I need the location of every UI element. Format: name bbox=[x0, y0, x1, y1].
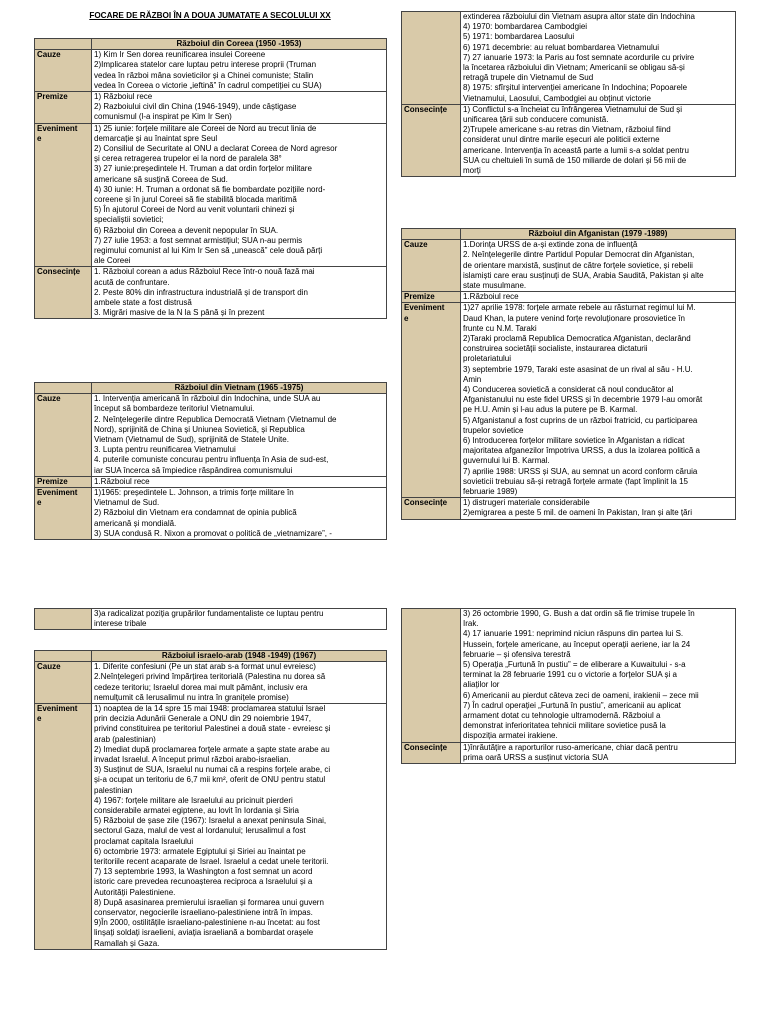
israeli-arab-war-table bbox=[34, 650, 387, 950]
text-line: coreene și în jurul Coreei să fie stabilită blocada maritimă bbox=[94, 195, 297, 205]
text-line: și cerea retragerea trupelor ei la nord de paralela 38° bbox=[94, 154, 282, 164]
text-line: Irak. bbox=[463, 619, 479, 629]
korea-war-table bbox=[34, 38, 387, 319]
text-line: 1) Războiul rece bbox=[94, 92, 153, 102]
afghanistan-war-table bbox=[401, 228, 736, 520]
text-line: demonstrat inferioritatea tehnicii militare sovietice pusă la bbox=[463, 721, 666, 731]
text-line: 8) După asasinarea premierului israelian și formarea unui guvern bbox=[94, 897, 324, 907]
text-line: vedea în Coreea o victorie „ieftină” în cadrul competiției cu SUA) bbox=[94, 80, 322, 90]
text-line: armament dotat cu tehnologie ultramodernă. Războiul a bbox=[463, 711, 661, 721]
text-line: 3) Susținut de SUA, Israelul nu numai că a respins forțele arabe, ci bbox=[94, 765, 331, 775]
events-label: Eveniment e bbox=[402, 303, 461, 498]
text-line: 6) Războiul din Coreea a devenit nepopular în SUA. bbox=[94, 225, 279, 235]
afghanistan-events-cell bbox=[461, 303, 736, 498]
text-line: 1.Războiul rece bbox=[94, 476, 150, 486]
text-line: 1) Kim Ir Sen dorea reunificarea insulei Coreene bbox=[94, 50, 266, 60]
text-line: pe H.U. Amin și l-au adus la putere pe B. Karmal. bbox=[463, 405, 638, 415]
afghanistan-war-heading: Războiul din Afganistan (1979 -1989) bbox=[461, 229, 736, 240]
text-line: morți bbox=[463, 166, 481, 176]
korea-war-heading: Războiul din Coreea (1950 -1953) bbox=[92, 39, 387, 50]
text-line: 5) 1971: bombardarea Laosului bbox=[463, 32, 575, 42]
text-line: palestinian bbox=[94, 785, 133, 795]
text-line: regimului comunist al lui Kim Ir Sen să „unească” cele două părți bbox=[94, 246, 323, 256]
text-line: 7) 27 ianuarie 1973: la Paris au fost semnate acordurile cu privire bbox=[463, 52, 695, 62]
vietnam-events-continued-cell bbox=[461, 12, 736, 105]
vietnam-consequences-cell bbox=[461, 104, 736, 176]
text-line: 9)În 2000, ostilitățile israeliano-palestiniene n-au încetat: au fost bbox=[94, 918, 320, 928]
text-line: 3) 27 iunie:președintele H. Truman a dat ordin forțelor militare bbox=[94, 164, 312, 174]
vietnam-war-table bbox=[34, 382, 387, 540]
text-line: 1)27 aprilie 1978: forțele armate rebele au răsturnat regimul lui M. bbox=[463, 303, 696, 313]
vietnam-war-heading: Războiul din Vietnam (1965 -1975) bbox=[92, 383, 387, 394]
text-line: comunismul (l-a inspirat pe Kim Ir Sen) bbox=[94, 112, 232, 122]
text-line: și-a ocupat un teritoriu de 6,7 mii km², oferit de ONU pentru statul bbox=[94, 775, 326, 785]
korea-premises-cell bbox=[92, 92, 387, 124]
premises-label: Premize bbox=[402, 292, 461, 303]
text-line: terminat la 28 februarie 1991 cu o victorie a forțelor SUA și a bbox=[463, 670, 677, 680]
text-line: 5) Operația „Furtună în pustiu” = de eliberare a Kuwaitului - s-a bbox=[463, 660, 686, 670]
afghanistan-consequences-continued-cell bbox=[92, 609, 387, 630]
text-line: SUA cu cheltuieli în sumă de 150 miliarde de dolari și 56 mii de bbox=[463, 155, 687, 165]
text-line: 7) 13 septembrie 1993, la Washington a fost semnat un acord bbox=[94, 867, 313, 877]
israeli-arab-war-heading: Războiul israelo-arab (1948 -1949) (1967) bbox=[92, 651, 387, 662]
afghanistan-consequences-cell bbox=[461, 498, 736, 519]
vietnam-war-table-continued bbox=[401, 11, 736, 177]
document-title: FOCARE DE RĂZBOI ÎN A DOUA JUMATATE A SECOLULUI XX bbox=[89, 11, 331, 20]
text-line: nemulțumit că Ierusalimul nu intra în granițele promise) bbox=[94, 692, 289, 702]
text-line: Amin bbox=[463, 374, 482, 384]
text-line: arab (palestinian) bbox=[94, 734, 156, 744]
text-line: 3) septembrie 1979, Taraki este asasinat de un rival al său - H.U. bbox=[463, 364, 693, 374]
vietnam-premises-cell bbox=[92, 476, 387, 487]
text-line: Autorității Palestiniene. bbox=[94, 887, 176, 897]
text-line: Daud Khan, la putere venind forțe revoluționare prosovietice în bbox=[463, 313, 685, 323]
text-line: frunte cu N.M. Taraki bbox=[463, 323, 537, 333]
text-line: Vietnam (Vietnamul de Sud), sprijinită de Statele Unite. bbox=[94, 435, 289, 445]
text-line: retragă trupele din Vietnamul de Sud bbox=[463, 73, 594, 83]
text-line: sectorul Gaza, malul de vest al Iordanului; Ierusalimul a fost bbox=[94, 826, 306, 836]
israel-causes-cell bbox=[92, 662, 387, 704]
text-line: 2) Consiliul de Securitate al ONU a declarat Coreea de Nord agresor bbox=[94, 144, 338, 154]
text-line: 1. Războiul corean a adus Războiul Rece într-o nouă fază mai bbox=[94, 267, 315, 277]
text-line: 5) În ajutorul Coreei de Nord au venit voluntarii chinezi și bbox=[94, 205, 295, 215]
text-line: 2.Neînțelegeri privind împărțirea teritorială (Palestina nu dorea să bbox=[94, 672, 326, 682]
text-line: 1.Războiul rece bbox=[463, 292, 519, 302]
premises-label: Premize bbox=[35, 92, 92, 124]
text-line: Hussein, forțele americane, au început operații aeriene, iar la 24 bbox=[463, 639, 691, 649]
events-label: Eveniment e bbox=[35, 488, 92, 540]
text-line: proletariatului bbox=[463, 354, 512, 364]
text-line: Nord), sprijinită de China și Uniunea Sovietică, și Republica bbox=[94, 424, 305, 434]
text-line: 5) Războiul de șase zile (1967): Israelul a anexat peninsula Sinai, bbox=[94, 816, 327, 826]
text-line: istoric care prevedea recunoașterea reciproca a Israelului și a bbox=[94, 877, 313, 887]
text-line: 2)Taraki proclamă Republica Democratica Afganistan, declarând bbox=[463, 334, 691, 344]
text-line: state musulmane. bbox=[463, 281, 527, 291]
text-line: vedea în război mâna sovieticilor și a Chinei comuniste; Stalin bbox=[94, 70, 314, 80]
events-label: Eveniment e bbox=[35, 123, 92, 267]
vietnam-events-cell bbox=[92, 488, 387, 540]
text-line: 2)Implicarea statelor care luptau petru interese proprii (Truman bbox=[94, 60, 317, 70]
text-line: 2. Neînțelegerile dintre Republica Democrată Vietnam (Vietnamul de bbox=[94, 414, 337, 424]
gulf-events-continued-cell bbox=[461, 609, 736, 743]
text-line: 2) Războiul din Vietnam era condamnat de opinia publică bbox=[94, 508, 297, 518]
vietnam-causes-cell bbox=[92, 394, 387, 477]
text-line: considerabile armatei egiptene, au lovit în Iordania și Siria bbox=[94, 806, 300, 816]
text-line: invadat Israelul. A început primul război arabo-israelian. bbox=[94, 755, 291, 765]
text-line: aliaților lor bbox=[463, 680, 500, 690]
text-line: islamiști care erau susținuți de SUA, Arabia Saudită, Pakistan și alte bbox=[463, 270, 704, 280]
consequences-label: Consecințe bbox=[402, 742, 461, 763]
text-line: 4) 1967: forțele militare ale Israelului au pricinuit pierderi bbox=[94, 795, 293, 805]
text-line: de orientare marxistă, susținut de către forțele sovietice, și rebelii bbox=[463, 260, 693, 270]
text-line: proclamat capitala Israelului bbox=[94, 836, 194, 846]
text-line: 2)Trupele americane s-au retras din Vietnam, războiul fiind bbox=[463, 125, 671, 135]
text-line: americană și mondială. bbox=[94, 518, 177, 528]
text-line: 1) 25 iunie: forțele militare ale Coreei de Nord au trecut linia de bbox=[94, 123, 317, 133]
text-line: la încetarea războiului din Vietnam; Americanii se obligau să-și bbox=[463, 63, 685, 73]
text-line: dispoziția armatei irakiene. bbox=[463, 731, 558, 741]
text-line: 1. Intervenția americană în războiul din Indochina, unde SUA au bbox=[94, 394, 321, 404]
text-line: 3. Lupta pentru reunificarea Vietnamului bbox=[94, 445, 236, 455]
text-line: 7) 27 iulie 1953: a fost semnat armistițiul; SUA n-au permis bbox=[94, 235, 303, 245]
text-line: 1. Diferite confesiuni (Pe un stat arab s-a format unul evreiesc) bbox=[94, 662, 316, 672]
text-line: guvernului lui B. Karmal. bbox=[463, 456, 550, 466]
text-line: sovieticii trebuiau să-și retragă forțele armate (fapt împlinit la 15 bbox=[463, 476, 688, 486]
text-line: acută de confruntare. bbox=[94, 277, 170, 287]
text-line: 4) Conducerea sovietică a considerat că noul conducător al bbox=[463, 385, 674, 395]
consequences-label: Consecințe bbox=[402, 104, 461, 176]
gulf-consequences-cell bbox=[461, 742, 736, 763]
text-line: 1) Conflictul s-a încheiat cu înfrângerea Vietnamului de Sud și bbox=[463, 104, 683, 114]
text-line: trupelor sovietice bbox=[463, 425, 524, 435]
text-line: conservator, negocierile israeliano-palestiniene intră în impas. bbox=[94, 908, 313, 918]
premises-label: Premize bbox=[35, 476, 92, 487]
text-line: 7) aprilie 1988: URSS și SUA, au semnat un acord conform căruia bbox=[463, 466, 698, 476]
text-line: 3. Migrări masive de la N la S până și în prezent bbox=[94, 308, 265, 318]
text-line: americane să susțină Coreea de Sud. bbox=[94, 174, 228, 184]
text-line: Vietnamul de Sud. bbox=[94, 498, 160, 508]
text-line: 2. Peste 80% din infrastructura industrială și de transport din bbox=[94, 287, 308, 297]
causes-label: Cauze bbox=[35, 662, 92, 704]
afghanistan-causes-cell bbox=[461, 240, 736, 292]
text-line: ambele state a fost distrusă bbox=[94, 298, 192, 308]
text-line: 2)emigrarea a peste 5 mil. de oameni în Pakistan, Iran și alte țări bbox=[463, 508, 692, 518]
text-line: 6) Americanii au pierdut câteva zeci de oameni, irakienii – zece mii bbox=[463, 690, 699, 700]
text-line: majoritatea afganezilor împotriva URSS, a dus la izolarea politică a bbox=[463, 446, 701, 456]
text-line: specialiștii sovietici; bbox=[94, 215, 164, 225]
consequences-label: Consecințe bbox=[35, 267, 92, 319]
text-line: Ramallah și Gaza. bbox=[94, 938, 160, 948]
text-line: 2) Razboiului civil din China (1946-1949), unde câștigase bbox=[94, 102, 297, 112]
text-line: teritoriile recent acaparate de Israel. Israelul a cedat unele teritorii. bbox=[94, 857, 329, 867]
causes-label: Cauze bbox=[35, 50, 92, 92]
causes-label: Cauze bbox=[35, 394, 92, 477]
text-line: 3) SUA condusă R. Nixon a promovat o politică de „vietnamizare”, - bbox=[94, 528, 332, 538]
text-line: prima oară URSS a susținut victoria SUA bbox=[463, 752, 609, 762]
text-line: 2) Imediat după proclamarea forțele armate a șapte state arabe au bbox=[94, 744, 330, 754]
korea-consequences-cell bbox=[92, 267, 387, 319]
text-line: februarie – și ofensiva terestră bbox=[463, 649, 571, 659]
text-line: 4) 30 iunie: H. Truman a ordonat să fie bombardate pozițiile nord- bbox=[94, 184, 326, 194]
israel-events-cell bbox=[92, 704, 387, 950]
korea-causes-cell bbox=[92, 50, 387, 92]
text-line: 1) distrugeri materiale considerabile bbox=[463, 498, 590, 508]
causes-label: Cauze bbox=[402, 240, 461, 292]
consequences-label: Consecințe bbox=[402, 498, 461, 519]
text-line: construirea societății socialiste, instaurarea dictaturii bbox=[463, 344, 648, 354]
text-line: demarcație și au înaintat spre Seul bbox=[94, 133, 218, 143]
text-line: 1.Dorința URSS de a-și extinde zona de influență bbox=[463, 240, 638, 250]
text-line: 5) Afganistanul a fost cuprins de un război fratricid, cu participarea bbox=[463, 415, 698, 425]
events-label: Eveniment e bbox=[35, 704, 92, 950]
text-line: Vietnamului, Laosului, Cambodgiei au obținut victorie bbox=[463, 93, 651, 103]
afghanistan-war-table-continued bbox=[34, 608, 387, 630]
text-line: ale Coreei bbox=[94, 256, 131, 266]
text-line: 1)1965: președintele L. Johnson, a trimis forțe militare în bbox=[94, 488, 294, 498]
text-line: 6) 1971 decembrie: au reluat bombardarea Vietnamului bbox=[463, 42, 659, 52]
text-line: 8) 1975: sfîrșitul intervenției americane în Indochina; Popoarele bbox=[463, 83, 688, 93]
text-line: americane. Intervenția în această parte a lumii s-a soldat pentru bbox=[463, 145, 689, 155]
text-line: 7) În cadrul operației „Furtună în pustiu”, americanii au aplicat bbox=[463, 700, 681, 710]
text-line: 1) noaptea de la 14 spre 15 mai 1948: proclamarea statului Israel bbox=[94, 704, 326, 714]
text-line: extinderea războiului din Vietnam asupra altor state din Indochina bbox=[463, 12, 695, 21]
gulf-war-table-continued bbox=[401, 608, 736, 764]
text-line: cedeze teritoriu; Israelul dorea mai mult pământ, inclusiv era bbox=[94, 682, 308, 692]
text-line: 1)înrăutățire a raporturilor ruso-americane, chiar dacă pentru bbox=[463, 742, 678, 752]
text-line: 6) Introducerea forțelor militare sovietice în Afganistan a ridicat bbox=[463, 436, 685, 446]
text-line: considerat unul dintre marile eșecuri ale politicii externe bbox=[463, 135, 660, 145]
text-line: februarie 1989) bbox=[463, 487, 518, 497]
afghanistan-premises-cell bbox=[461, 292, 736, 303]
text-line: 2. Neînțelegerile dintre Partidul Popular Democrat din Afganistan, bbox=[463, 250, 695, 260]
text-line: prin decizia Adunării Generale a ONU din 29 noiembrie 1947, bbox=[94, 714, 312, 724]
text-line: 3)a radicalizat poziția grupărilor fundamentaliste ce luptau pentru bbox=[94, 609, 324, 618]
text-line: 6) octombrie 1973: armatele Egiptului și Siriei au înaintat pe bbox=[94, 846, 306, 856]
text-line: iar SUA încerca să împiedice răspândirea comunismului bbox=[94, 465, 293, 475]
text-line: 3) 26 octombrie 1990, G. Bush a dat ordin să fie trimise trupele în bbox=[463, 609, 695, 618]
text-line: Afganistanului nu este fidel URSS și în decembrie 1979 l-au omorât bbox=[463, 395, 703, 405]
text-line: unificarea țării sub conducere comunistă. bbox=[463, 115, 609, 125]
text-line: 4. puterile comuniste concurau pentru influența în Asia de sud-est, bbox=[94, 455, 329, 465]
text-line: 4) 1970: bombardarea Cambodgiei bbox=[463, 22, 588, 32]
text-line: 4) 17 ianuarie 1991: neprimind niciun răspuns din partea lui S. bbox=[463, 629, 684, 639]
text-line: linșați soldați israelieni, aviația israeliană a bombardat orașele bbox=[94, 928, 314, 938]
text-line: privind constituirea pe teritoriul Palestinei a două state - evreiesc și bbox=[94, 724, 331, 734]
korea-events-cell bbox=[92, 123, 387, 267]
text-line: început să bombardeze teritoriul Vietnamului. bbox=[94, 404, 255, 414]
text-line: interese tribale bbox=[94, 619, 147, 629]
